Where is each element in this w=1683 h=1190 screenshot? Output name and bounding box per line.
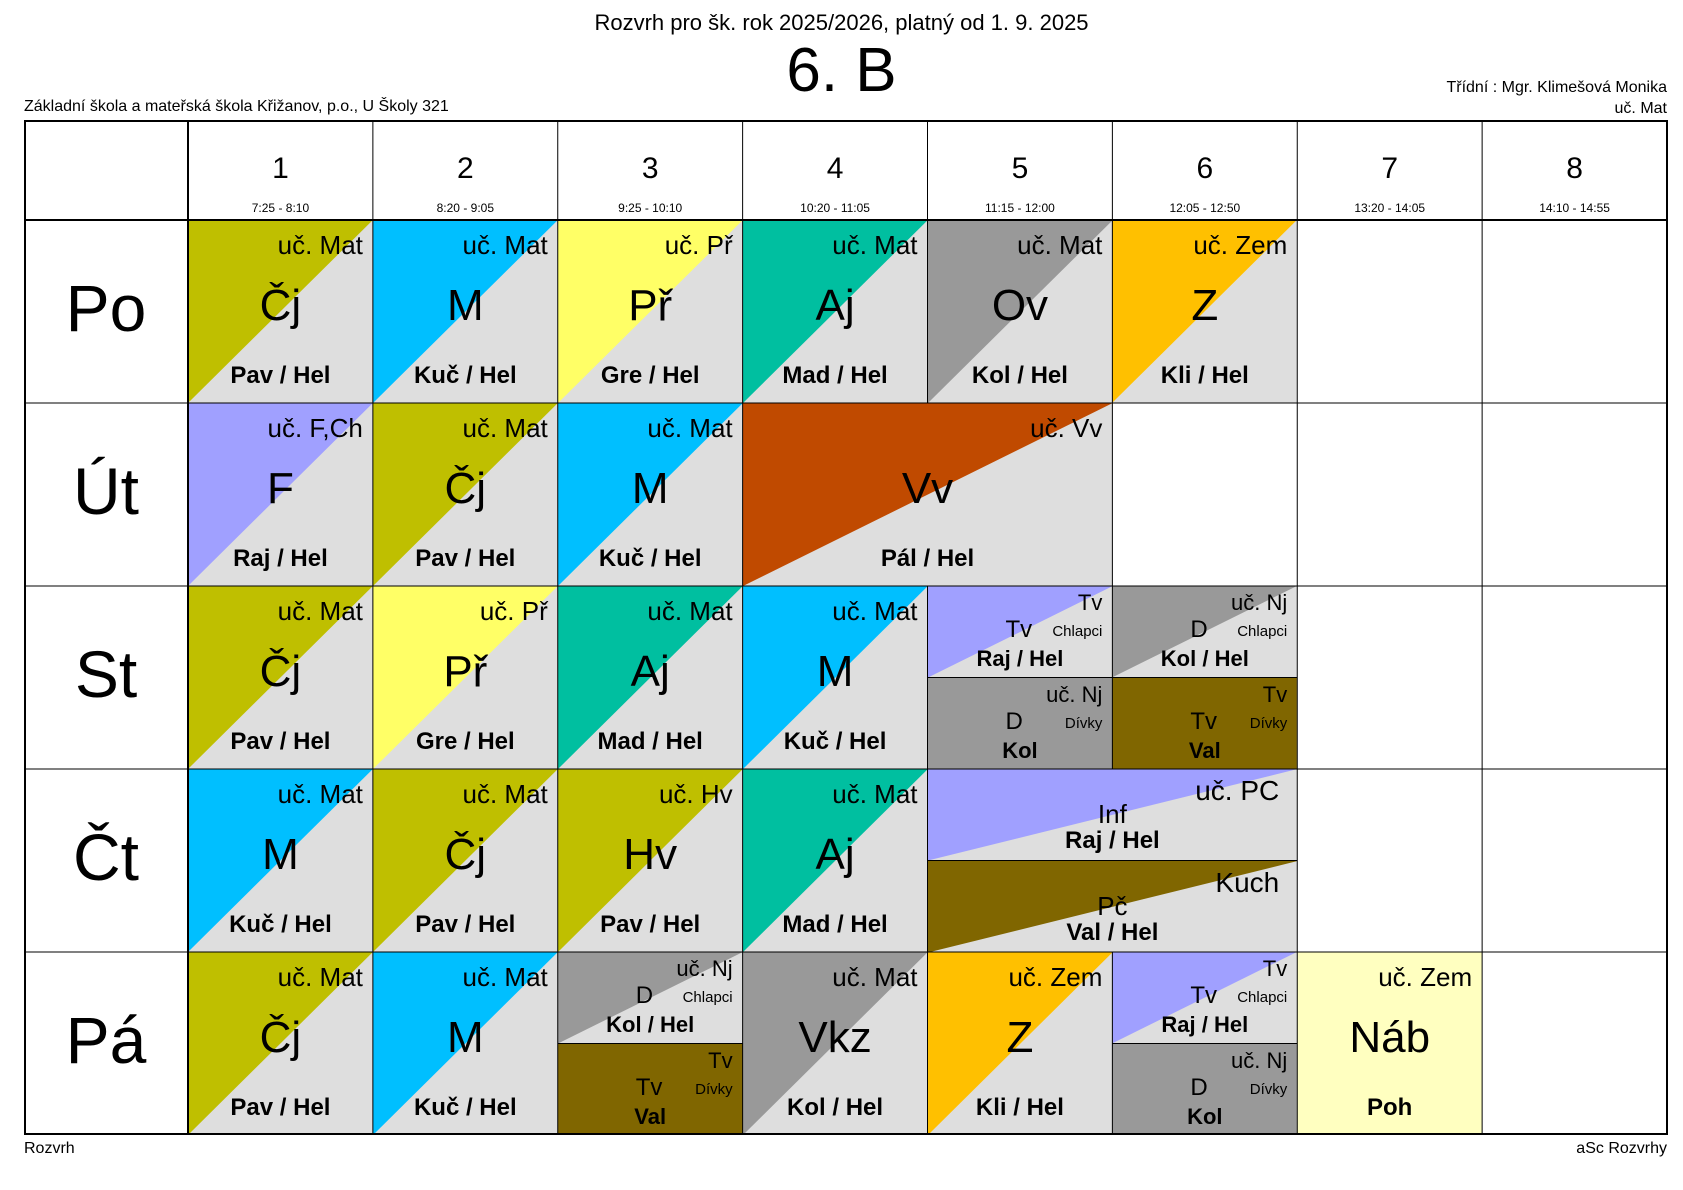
lesson-subject: Aj: [815, 281, 855, 330]
lesson-room: uč. Nj: [1231, 590, 1288, 615]
lesson-teacher: Raj / Hel: [1065, 827, 1160, 854]
lesson-cell: [188, 586, 373, 769]
lesson-cell: [188, 403, 373, 586]
lesson-teacher: Pav / Hel: [415, 545, 516, 572]
lesson-teacher: Kuč / Hel: [783, 728, 887, 755]
lesson-subject: Tv: [1005, 616, 1033, 643]
lesson-teacher: Mad / Hel: [597, 728, 703, 755]
day-name: St: [74, 637, 138, 711]
lesson-room: uč. Mat: [832, 962, 918, 992]
lesson-room: uč. Zem: [1008, 962, 1103, 992]
period-number: 6: [1196, 152, 1214, 185]
lesson-cell: [373, 769, 558, 952]
lesson-room: uč. Nj: [676, 956, 733, 981]
lesson-subject: Hv: [623, 830, 678, 879]
lesson-room: uč. Mat: [462, 413, 548, 443]
lesson-teacher: Kuč / Hel: [413, 1094, 517, 1121]
lesson-room: Kuch: [1215, 866, 1280, 898]
lesson-cell: [558, 769, 743, 952]
lesson-room: uč. Nj: [1046, 681, 1103, 707]
lesson-teacher: Val: [634, 1103, 667, 1129]
lesson-subject: Tv: [1190, 982, 1218, 1009]
lesson-subject: Aj: [815, 830, 855, 879]
school-name: Základní škola a mateřská škola Křižanov, p.o., U Školy 321: [24, 98, 449, 115]
day-name: Pá: [65, 1003, 147, 1077]
lesson-subject: D: [1005, 707, 1023, 735]
split-lesson-cell: [928, 678, 1113, 770]
lesson-teacher: Pav / Hel: [230, 1094, 331, 1121]
lesson-cell: [373, 586, 558, 769]
lesson-cell: [743, 220, 928, 403]
lesson-room: uč. Mat: [832, 779, 918, 809]
lesson-room: uč. Mat: [462, 962, 548, 992]
lesson-teacher: Pav / Hel: [600, 911, 701, 938]
lesson-room: uč. Mat: [277, 779, 363, 809]
lesson-subject: Čj: [259, 647, 302, 696]
lesson-cell: [1297, 952, 1482, 1135]
period-number: 3: [641, 152, 659, 185]
lesson-cell: [188, 769, 373, 952]
footer-right: aSc Rozvrhy: [1576, 1140, 1667, 1157]
lesson-cell: [743, 403, 1113, 586]
lesson-room: uč. F,Ch: [267, 413, 363, 443]
lesson-subject: Př: [443, 647, 488, 696]
class-name: 6. B: [786, 36, 897, 105]
lesson-cell: [743, 769, 928, 952]
lesson-cell: [928, 220, 1113, 403]
lesson-cell: [928, 952, 1113, 1135]
lesson-room: uč. Mat: [832, 230, 918, 260]
lesson-room: uč. PC: [1195, 775, 1280, 806]
lesson-teacher: Mad / Hel: [782, 362, 888, 389]
lesson-subject: Čj: [444, 830, 487, 879]
lesson-subject: M: [446, 281, 484, 330]
lesson-room: uč. Př: [664, 230, 733, 260]
lesson-subject: Vv: [901, 464, 954, 513]
lesson-room: uč. Mat: [277, 596, 363, 626]
period-number: 4: [826, 152, 844, 185]
lesson-subject: M: [262, 830, 299, 879]
lesson-subject: Čj: [259, 281, 302, 330]
period-time: 11:15 - 12:00: [985, 201, 1055, 215]
lesson-room: uč. Mat: [832, 596, 918, 626]
lesson-subject: M: [816, 647, 854, 696]
lesson-room: Tv: [708, 1047, 733, 1073]
lesson-subject: Čj: [444, 464, 487, 513]
lesson-room: uč. Mat: [462, 779, 548, 809]
lesson-teacher: Kli / Hel: [975, 1094, 1064, 1121]
lesson-room: uč. Mat: [647, 596, 733, 626]
lesson-room: uč. Nj: [1231, 1047, 1288, 1073]
lesson-teacher: Mad / Hel: [782, 911, 888, 938]
lesson-teacher: Kol / Hel: [606, 1012, 695, 1037]
class-teacher: Třídní : Mgr. Klimešová Monika: [1446, 79, 1667, 96]
lesson-room: uč. Př: [479, 596, 548, 626]
lesson-teacher: Raj / Hel: [233, 545, 328, 572]
lesson-cell: [743, 586, 928, 769]
lesson-teacher: Pav / Hel: [230, 362, 331, 389]
lesson-subject: M: [631, 464, 669, 513]
lesson-teacher: Kuč / Hel: [413, 362, 517, 389]
period-time: 10:20 - 11:05: [800, 201, 870, 215]
lesson-teacher: Poh: [1367, 1094, 1413, 1121]
lesson-teacher: Pav / Hel: [230, 728, 331, 755]
lesson-cell: [743, 952, 928, 1135]
lesson-cell: [558, 403, 743, 586]
lesson-subject: D: [1190, 1073, 1208, 1101]
lesson-room: Tv: [1262, 956, 1288, 981]
lesson-teacher: Kol / Hel: [971, 362, 1068, 389]
lesson-subject: Z: [1191, 281, 1219, 330]
lesson-room: uč. Hv: [658, 779, 733, 809]
period-time: 9:25 - 10:10: [618, 201, 683, 215]
lesson-cell: [373, 952, 558, 1135]
lesson-subject: Čj: [259, 1013, 302, 1062]
timetable-grid: [24, 120, 1668, 1135]
period-number: 1: [272, 152, 289, 185]
schedule-title: Rozvrh pro šk. rok 2025/2026, platný od 1. 9. 2025: [594, 10, 1089, 35]
lesson-teacher: Kol / Hel: [1160, 646, 1249, 671]
lesson-teacher: Raj / Hel: [976, 646, 1064, 671]
period-time: 12:05 - 12:50: [1169, 201, 1241, 215]
lesson-room: uč. Zem: [1193, 230, 1288, 260]
split-lesson-cell: [558, 1044, 743, 1136]
lesson-cell: [373, 403, 558, 586]
lesson-subject: D: [635, 982, 654, 1009]
lesson-teacher: Kli / Hel: [1160, 362, 1249, 389]
class-teacher-room: uč. Mat: [1614, 100, 1667, 117]
lesson-subject: Př: [628, 281, 673, 330]
period-number: 5: [1011, 152, 1029, 185]
lesson-cell: [558, 586, 743, 769]
period-time: 8:20 - 9:05: [436, 201, 494, 215]
period-time: 7:25 - 8:10: [251, 201, 310, 215]
lesson-subject: M: [446, 1013, 484, 1062]
day-name: Čt: [73, 820, 139, 894]
period-number: 7: [1381, 152, 1399, 185]
lesson-teacher: Kol: [1187, 1103, 1223, 1129]
lesson-teacher: Kuč / Hel: [229, 911, 332, 938]
lesson-cell: [188, 952, 373, 1135]
lesson-cell: [1112, 220, 1297, 403]
split-lesson-cell: [558, 952, 743, 1044]
lesson-group: Dívky: [1249, 714, 1288, 732]
lesson-teacher: Kol: [1002, 737, 1038, 763]
lesson-subject: Inf: [1097, 799, 1127, 829]
lesson-group: Chlapci: [1237, 623, 1288, 640]
lesson-subject: Náb: [1349, 1013, 1431, 1062]
lesson-room: uč. Mat: [277, 230, 363, 260]
period-number: 2: [456, 152, 474, 185]
lesson-teacher: Val / Hel: [1066, 918, 1159, 946]
class-teacher-info: [1446, 77, 1667, 119]
wide-lesson-cell: [928, 861, 1298, 953]
split-lesson-cell: [928, 586, 1113, 678]
day-name: Po: [65, 271, 147, 345]
lesson-group: Dívky: [1249, 1080, 1288, 1098]
lesson-subject: D: [1190, 616, 1208, 643]
lesson-teacher: Pav / Hel: [415, 911, 516, 938]
lesson-cell: [188, 220, 373, 403]
lesson-room: Tv: [1077, 590, 1103, 615]
lesson-room: uč. Zem: [1378, 962, 1473, 992]
lesson-teacher: Raj / Hel: [1161, 1012, 1249, 1037]
lesson-subject: Aj: [630, 647, 670, 696]
lesson-room: uč. Mat: [1017, 230, 1103, 260]
period-number: 8: [1566, 152, 1583, 185]
lesson-teacher: Gre / Hel: [415, 728, 515, 755]
lesson-subject: Z: [1006, 1013, 1034, 1062]
lesson-subject: Tv: [635, 1073, 663, 1101]
lesson-room: uč. Mat: [277, 962, 363, 992]
lesson-room: Tv: [1262, 681, 1288, 707]
lesson-teacher: Pál / Hel: [880, 545, 975, 572]
lesson-subject: Ov: [991, 281, 1049, 330]
lesson-teacher: Kol / Hel: [787, 1094, 884, 1121]
lesson-room: uč. Vv: [1030, 413, 1103, 443]
wide-lesson-cell: [928, 769, 1298, 861]
period-time: 14:10 - 14:55: [1539, 201, 1610, 215]
lesson-group: Dívky: [1064, 714, 1103, 732]
lesson-subject: Pč: [1097, 890, 1128, 921]
lesson-teacher: Gre / Hel: [600, 362, 700, 389]
period-time: 13:20 - 14:05: [1354, 201, 1426, 215]
day-name: Út: [73, 454, 139, 528]
lesson-group: Chlapci: [1052, 623, 1103, 640]
split-lesson-cell: [1112, 586, 1297, 678]
lesson-group: Chlapci: [682, 989, 733, 1006]
lesson-subject: Vkz: [798, 1013, 872, 1062]
split-lesson-cell: [1112, 952, 1297, 1044]
lesson-teacher: Kuč / Hel: [598, 545, 702, 572]
footer-left: Rozvrh: [24, 1140, 75, 1157]
lesson-group: Dívky: [695, 1080, 733, 1098]
lesson-group: Chlapci: [1237, 989, 1288, 1006]
lesson-subject: F: [266, 464, 294, 513]
lesson-cell: [558, 220, 743, 403]
split-lesson-cell: [1112, 1044, 1297, 1136]
lesson-teacher: Val: [1188, 737, 1221, 763]
lesson-room: uč. Mat: [462, 230, 548, 260]
lesson-room: uč. Mat: [647, 413, 733, 443]
lesson-cell: [373, 220, 558, 403]
lesson-subject: Tv: [1190, 707, 1218, 735]
split-lesson-cell: [1112, 678, 1297, 770]
